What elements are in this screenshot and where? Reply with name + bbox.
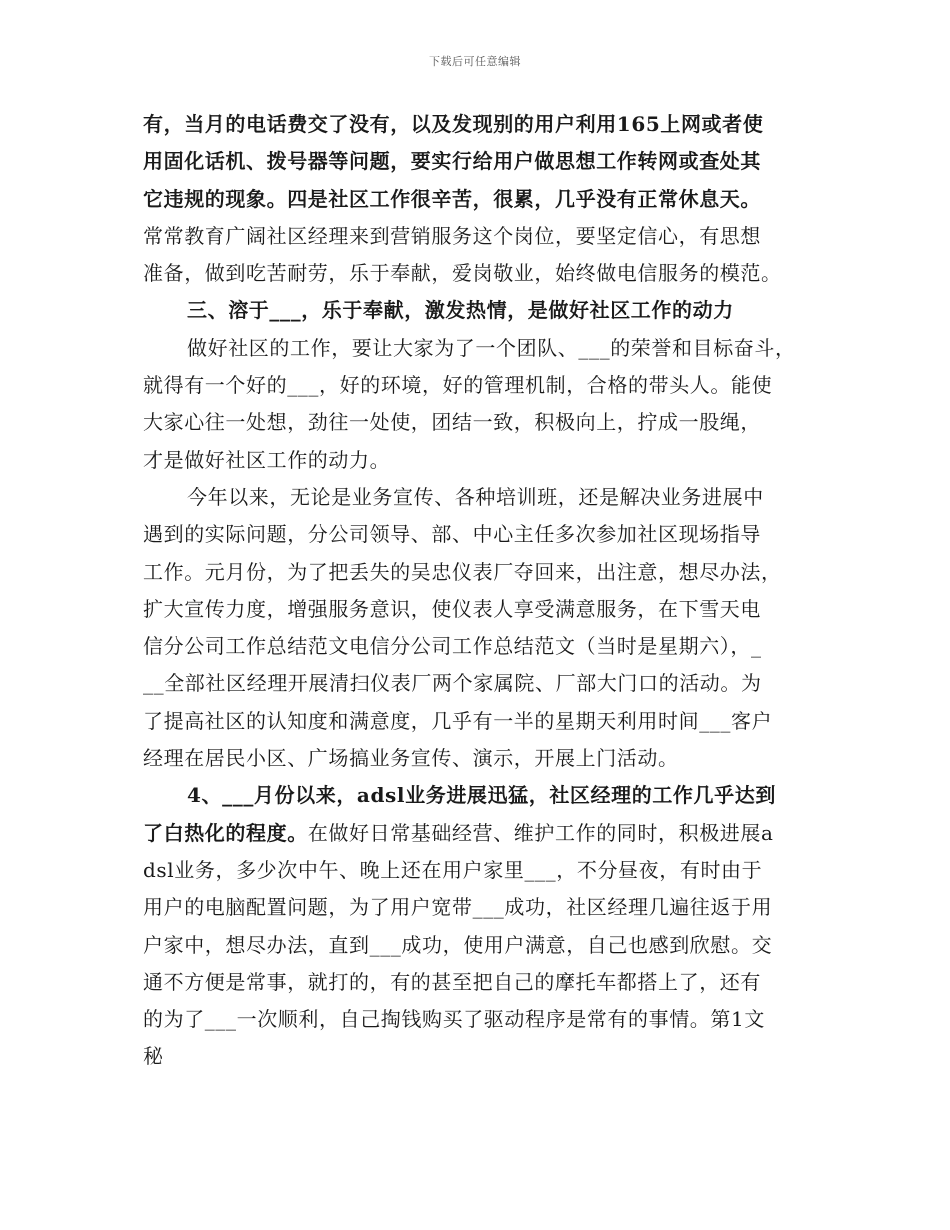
text-segment: 今年以来，无论是业务宣传、各种培训班，还是解决业务进展中 bbox=[187, 484, 764, 509]
text-line bbox=[143, 889, 823, 926]
text-segment: 通不方便是常事，就打的，有的甚至把自己的摩托车都搭上了，还有 bbox=[143, 969, 761, 994]
text-segment: 工作。元月份，为了把丢失的吴忠仪表厂夺回来，出注意，想尽办法， bbox=[143, 559, 782, 584]
text-line bbox=[143, 927, 823, 964]
text-line bbox=[143, 292, 823, 329]
text-line bbox=[143, 442, 823, 479]
text-line bbox=[143, 665, 823, 702]
text-segment: 准备，做到吃苦耐劳，乐于奉献，爱岗敬业，始终做电信服务的模范。 bbox=[143, 261, 782, 286]
text-segment: 用户的电脑配置问题，为了用户宽带___成功，社区经理几遍往返于用 bbox=[143, 895, 773, 920]
text-line bbox=[143, 852, 823, 889]
text-line bbox=[143, 516, 823, 553]
text-line bbox=[143, 591, 823, 628]
text-line bbox=[143, 964, 823, 1001]
page-header: 下载后可任意编辑 bbox=[429, 55, 521, 68]
text-segment: 扩大宣传力度，增强服务意识，使仪表人享受满意服务，在下雪天电 bbox=[143, 596, 761, 621]
text-line bbox=[143, 143, 823, 180]
body-text bbox=[143, 106, 823, 1076]
text-line bbox=[143, 554, 823, 591]
text-segment: 遇到的实际问题，分公司领导、部、中心主任多次参加社区现场指导 bbox=[143, 522, 761, 547]
text-segment: 才是做好社区工作的动力。 bbox=[143, 447, 391, 472]
text-line bbox=[143, 106, 823, 143]
text-segment: 三、溶于___，乐于奉献，激发热情，是做好社区工作的动力 bbox=[187, 298, 734, 323]
text-segment: 它违规的现象。四是社区工作很辛苦，很累，几乎没有正常休息天。 bbox=[143, 186, 761, 211]
text-segment: 经理在居民小区、广场搞业务宣传、演示，开展上门活动。 bbox=[143, 746, 679, 771]
text-segment: 用固化话机、拨号器等问题，要实行给用户做思想工作转网或查处其 bbox=[143, 149, 761, 174]
text-line bbox=[143, 628, 823, 665]
text-segment: 秘 bbox=[143, 1044, 164, 1069]
text-segment: 了提高社区的认知度和满意度，几乎有一半的星期天利用时间___客户 bbox=[143, 708, 773, 733]
text-segment: 常常教育广阔社区经理来到营销服务这个岗位，要坚定信心，有思想 bbox=[143, 223, 761, 248]
text-segment: dsl业务，多少次中午、晚上还在用户家里___，不分昼夜，有时由于 bbox=[143, 857, 763, 882]
text-segment: 在做好日常基础经营、维护工作的同时，积极进展a bbox=[307, 820, 774, 845]
text-segment: 做好社区的工作，要让大家为了一个团队、___的荣誉和目标奋斗， bbox=[187, 335, 796, 360]
text-segment: 了白热化的程度。 bbox=[143, 820, 308, 845]
text-line bbox=[143, 740, 823, 777]
text-segment: 4、___月份以来，adsl业务进展迅猛，社区经理的工作几乎达到 bbox=[187, 783, 776, 808]
text-line bbox=[143, 703, 823, 740]
text-line bbox=[143, 777, 823, 814]
text-segment: 户家中，想尽办法，直到___成功，使用户满意，自己也感到欣慰。交 bbox=[143, 932, 773, 957]
text-line bbox=[143, 255, 823, 292]
text-line bbox=[143, 367, 823, 404]
text-segment: 有，当月的电话费交了没有，以及发现别的用户利用165上网或者使 bbox=[143, 112, 764, 136]
text-line bbox=[143, 1038, 823, 1075]
text-segment: 就得有一个好的___，好的环境，好的管理机制，合格的带头人。能使 bbox=[143, 373, 773, 398]
text-line bbox=[143, 330, 823, 367]
text-line bbox=[143, 181, 823, 218]
text-segment: 大家心往一处想，劲往一处使，团结一致，积极向上，拧成一股绳， bbox=[143, 410, 761, 435]
text-line bbox=[143, 1001, 823, 1038]
text-line bbox=[143, 479, 823, 516]
text-line bbox=[143, 218, 823, 255]
text-line bbox=[143, 404, 823, 441]
text-segment: 的为了___一次顺利，自己掏钱购买了驱动程序是常有的事情。第1文 bbox=[143, 1007, 765, 1032]
text-segment: __全部社区经理开展清扫仪表厂两个家属院、厂部大门口的活动。为 bbox=[143, 671, 762, 696]
text-line bbox=[143, 815, 823, 852]
text-segment: 信分公司工作总结范文电信分公司工作总结范文（当时是星期六），_ bbox=[143, 634, 762, 659]
